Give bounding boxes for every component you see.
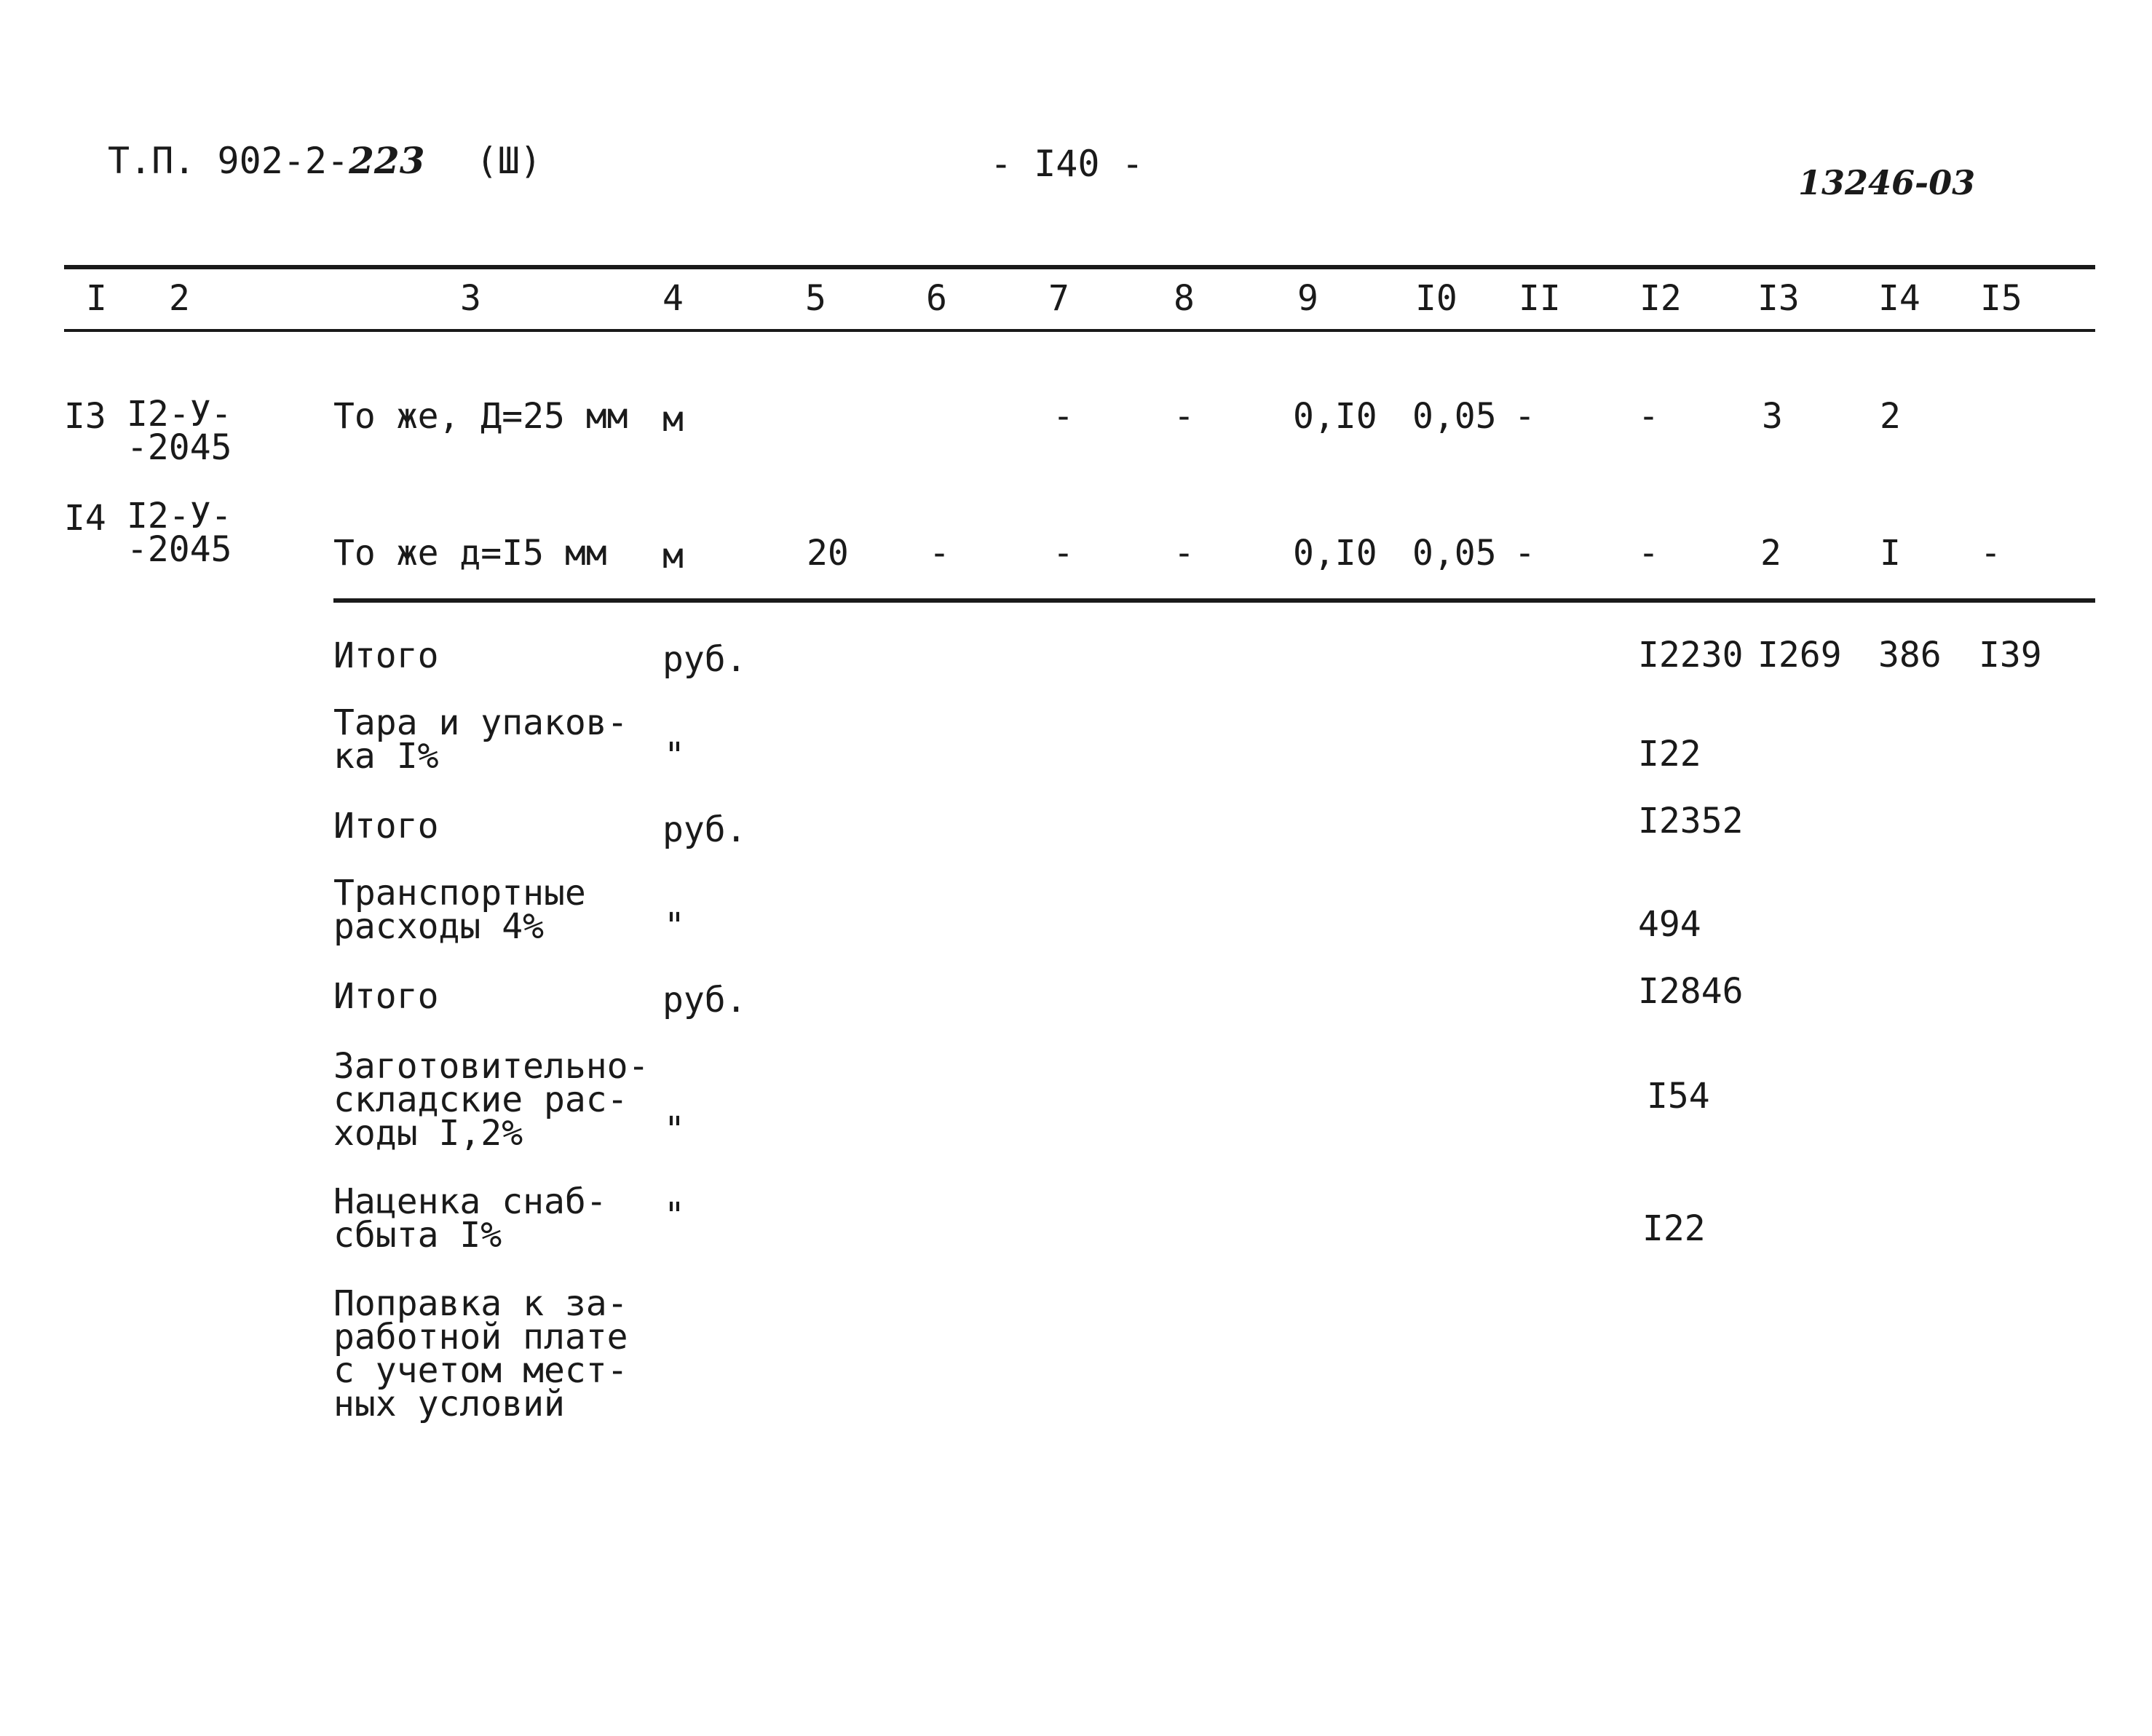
summary-col12: I2230 <box>1638 635 1744 675</box>
header-rule-top <box>64 265 2095 269</box>
row-number: I4 <box>64 498 106 539</box>
cell-col12: - <box>1638 396 1659 437</box>
summary-unit: " <box>664 735 685 776</box>
summary-col12: I22 <box>1638 734 1701 774</box>
document-code-suffix: (Ш) <box>475 140 542 182</box>
row-unit: м <box>662 536 684 576</box>
cell-col9: 0,I0 <box>1293 396 1377 437</box>
summary-unit: руб. <box>662 980 747 1020</box>
column-header: 3 <box>460 278 481 319</box>
cell-col12: - <box>1638 533 1659 574</box>
cell-col6: - <box>929 533 950 574</box>
cell-col13: 3 <box>1762 396 1783 437</box>
cell-col9: 0,I0 <box>1293 533 1377 574</box>
summary-label: Тара и упаков- ка I% <box>333 702 628 777</box>
row-code: I2-У- -2045 <box>127 496 232 570</box>
cell-col10: 0,05 <box>1412 396 1497 437</box>
column-header: I5 <box>1980 278 2022 319</box>
column-header: 5 <box>805 278 826 319</box>
row-unit: м <box>662 399 684 440</box>
summary-label: Поправка к за- работной плате с учетом мест- ных условий <box>333 1283 628 1424</box>
column-header: 7 <box>1048 278 1069 319</box>
header-rule-bottom <box>64 329 2095 332</box>
summary-col12: 494 <box>1638 904 1701 945</box>
row-name: То же д=I5 мм <box>333 533 607 574</box>
summary-label: Итого <box>333 806 439 847</box>
cell-col7: - <box>1053 396 1074 437</box>
column-header: I3 <box>1757 278 1800 319</box>
cell-col13: 2 <box>1760 533 1781 574</box>
page-number: - I40 - <box>990 143 1144 185</box>
column-header: 9 <box>1297 278 1318 319</box>
summary-col14: 386 <box>1878 635 1942 675</box>
summary-col13: I269 <box>1757 635 1842 675</box>
column-header: I <box>86 278 107 319</box>
document-code-number: 223 <box>349 139 425 182</box>
summary-unit: руб. <box>662 809 747 850</box>
cell-col11: - <box>1514 533 1535 574</box>
column-header: I4 <box>1878 278 1920 319</box>
summary-label: Итого <box>333 635 439 676</box>
summary-col12: I2846 <box>1638 971 1744 1012</box>
cell-col8: - <box>1174 533 1195 574</box>
column-header: II <box>1519 278 1561 319</box>
row-name: То же, Д=25 мм <box>333 396 628 437</box>
cell-col15: - <box>1980 533 2001 574</box>
summary-label: Заготовительно- складские рас- ходы I,2% <box>333 1046 649 1154</box>
summary-unit: руб. <box>662 639 747 680</box>
summary-label: Транспортные расходы 4% <box>333 873 586 947</box>
row-code: I2-У- -2045 <box>127 394 232 468</box>
cell-col10: 0,05 <box>1412 533 1497 574</box>
column-header: 8 <box>1174 278 1195 319</box>
column-header: 6 <box>926 278 947 319</box>
summary-unit: " <box>664 1109 685 1150</box>
cell-col14: 2 <box>1880 396 1901 437</box>
cell-col5: 20 <box>807 533 849 574</box>
archive-number: 13246-03 <box>1798 163 1976 202</box>
summary-col12: I2352 <box>1638 801 1744 841</box>
totals-rule <box>333 598 2095 603</box>
column-header: 4 <box>662 278 684 319</box>
column-header: I0 <box>1415 278 1457 319</box>
document-code <box>108 139 542 182</box>
summary-unit: " <box>664 905 685 946</box>
summary-label: Итого <box>333 976 439 1017</box>
column-header: I2 <box>1639 278 1682 319</box>
summary-label: Наценка снаб- сбыта I% <box>333 1181 607 1256</box>
cell-col11: - <box>1514 396 1535 437</box>
column-header: 2 <box>169 278 190 319</box>
summary-col15: I39 <box>1979 635 2042 675</box>
cell-col8: - <box>1174 396 1195 437</box>
row-number: I3 <box>64 396 106 437</box>
cell-col14: I <box>1880 533 1901 574</box>
summary-col12: I54 <box>1647 1076 1710 1117</box>
summary-col12: I22 <box>1642 1208 1706 1249</box>
document-code-prefix: Т.П. 902-2- <box>108 140 349 182</box>
cell-col7: - <box>1053 533 1074 574</box>
summary-unit: " <box>664 1195 685 1236</box>
